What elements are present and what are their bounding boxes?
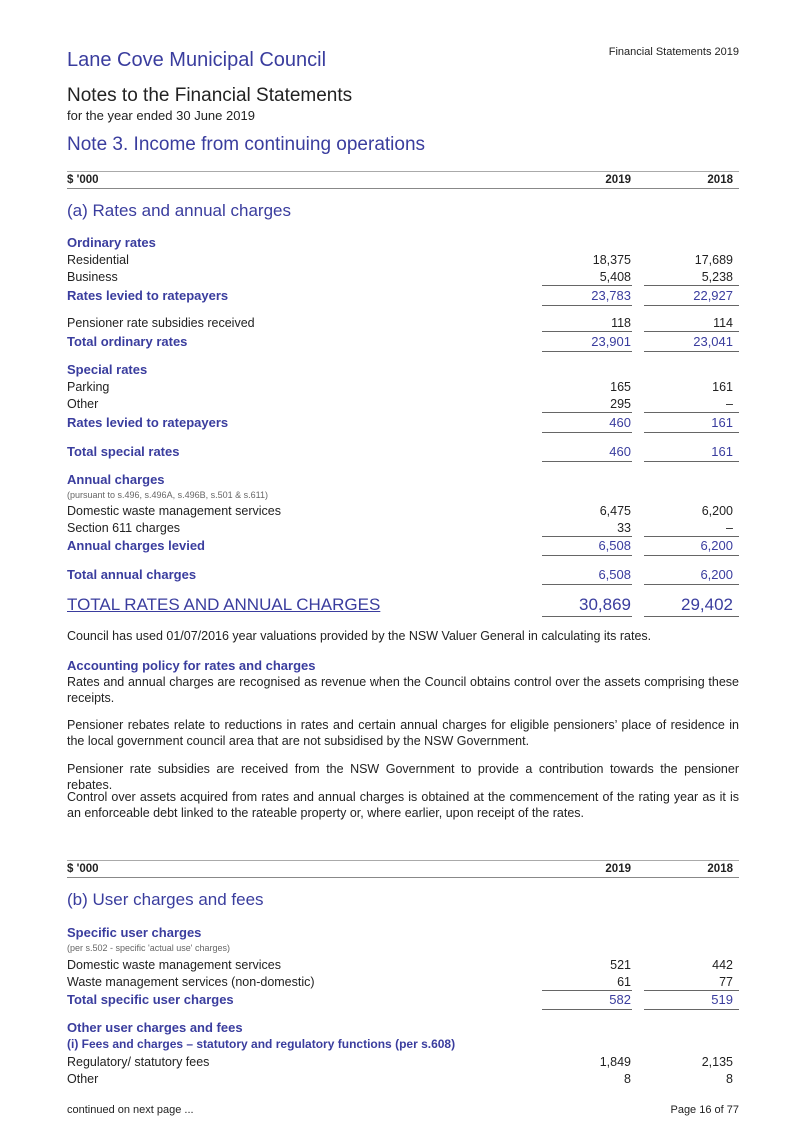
value-2018: 442 — [712, 958, 733, 972]
value-2018: – — [726, 521, 733, 535]
value-2019: 1,849 — [599, 1055, 631, 1069]
table-row-subtotal — [67, 288, 739, 305]
row-label: Business — [67, 270, 118, 284]
value-2019: 8 — [624, 1072, 631, 1086]
grand-total-row — [67, 595, 739, 617]
row-label: Annual charges levied — [67, 538, 205, 553]
divider — [644, 584, 739, 585]
policy-paragraph-4: Control over assets acquired from rates and annual charges is obtained at the commencement of the rating year as it is an enforceable debt linked to the rateable property or, where earlier, upon receipt of the rates. — [67, 790, 739, 820]
other-charges-heading: Other user charges and fees — [67, 1020, 243, 1035]
valuation-note: Council has used 01/07/2016 year valuations provided by the NSW Valuer General in calculating its rates. — [67, 629, 652, 643]
divider — [542, 555, 632, 556]
ordinary-rates-heading: Ordinary rates — [67, 235, 156, 250]
annual-charges-note: (pursuant to s.496, s.496A, s.496B, s.501 & s.611) — [67, 490, 268, 500]
value-2019: 5,408 — [599, 270, 631, 284]
value-2018: 6,200 — [700, 538, 733, 553]
table-row-total — [67, 444, 739, 461]
value-2019: 18,375 — [592, 253, 631, 267]
value-2019: 521 — [610, 958, 631, 972]
divider — [542, 461, 632, 462]
value-2019: 582 — [609, 992, 631, 1007]
divider — [644, 555, 739, 556]
policy-paragraph-1: Rates and annual charges are recognised as revenue when the Council obtains control over the assets comprising these receipts. — [67, 675, 739, 705]
table-row — [67, 270, 739, 287]
value-2018: 8 — [726, 1072, 733, 1086]
value-2018: 6,200 — [701, 504, 733, 518]
page-number: Page 16 of 77 — [670, 1104, 739, 1116]
unit-label: $ '000 — [67, 863, 99, 875]
table-row — [67, 380, 739, 397]
table-row — [67, 975, 739, 992]
row-label: Section 611 charges — [67, 521, 181, 535]
value-2019: 295 — [610, 397, 631, 411]
divider — [644, 412, 739, 413]
organization-name: Lane Cove Municipal Council — [67, 49, 327, 71]
year-2018-header: 2018 — [707, 174, 733, 186]
value-2019: 460 — [609, 444, 631, 459]
value-2018: 161 — [711, 444, 733, 459]
table-row — [67, 1072, 739, 1089]
note-title: Note 3. Income from continuing operations — [67, 134, 426, 155]
value-2019: 460 — [609, 415, 631, 430]
row-label: Total specific user charges — [67, 992, 234, 1007]
row-label: Rates levied to ratepayers — [67, 288, 229, 303]
unit-label: $ '000 — [67, 174, 99, 186]
value-2019: 33 — [617, 521, 631, 535]
divider — [542, 305, 632, 306]
value-2018: 17,689 — [694, 253, 733, 267]
row-label: Waste management services (non-domestic) — [67, 975, 315, 989]
value-2018: 29,402 — [681, 595, 733, 614]
divider — [542, 616, 632, 617]
divider — [542, 285, 632, 286]
row-label: Other — [67, 1072, 99, 1086]
value-2018: 22,927 — [693, 288, 733, 303]
row-label: Domestic waste management services — [67, 958, 281, 972]
table-row — [67, 958, 739, 975]
year-2019-header: 2019 — [605, 174, 631, 186]
divider — [644, 351, 739, 352]
value-2018: 114 — [713, 316, 733, 330]
value-2018: – — [726, 397, 733, 411]
row-label: Total special rates — [67, 444, 180, 459]
value-2018: 161 — [712, 380, 733, 394]
divider — [542, 536, 632, 537]
document-title: Financial Statements 2019 — [608, 46, 739, 58]
policy-heading: Accounting policy for rates and charges — [67, 658, 316, 673]
value-2019: 30,869 — [579, 595, 631, 614]
value-2019: 6,508 — [598, 567, 631, 582]
table-row-total — [67, 567, 739, 584]
divider — [644, 536, 739, 537]
value-2019: 118 — [611, 316, 631, 330]
year-2018-header: 2018 — [707, 863, 733, 875]
value-2019: 165 — [610, 380, 631, 394]
row-label: Total annual charges — [67, 567, 197, 582]
section-b-title: (b) User charges and fees — [67, 890, 264, 909]
policy-paragraph-2: Pensioner rebates relate to reductions in rates and certain annual charges for eligible pensioners’ place of residence in the local government council area that are not subsidised by the NSW Government. — [67, 718, 739, 748]
divider — [542, 412, 632, 413]
divider — [644, 461, 739, 462]
row-label: Rates levied to ratepayers — [67, 415, 229, 430]
value-2019: 6,475 — [599, 504, 631, 518]
table-row — [67, 397, 739, 414]
divider — [644, 990, 739, 991]
divider — [542, 1009, 632, 1010]
value-2019: 23,901 — [591, 334, 631, 349]
table-row — [67, 316, 739, 333]
divider — [644, 305, 739, 306]
table-row — [67, 521, 739, 538]
year-2019-header: 2019 — [605, 863, 631, 875]
period-subtitle: for the year ended 30 June 2019 — [67, 108, 255, 123]
divider — [542, 331, 632, 332]
section-a-title: (a) Rates and annual charges — [67, 201, 291, 220]
divider — [542, 990, 632, 991]
table-header-a — [67, 171, 739, 189]
divider — [542, 584, 632, 585]
row-label: TOTAL RATES AND ANNUAL CHARGES — [67, 595, 381, 614]
table-row — [67, 504, 739, 521]
row-label: Regulatory/ statutory fees — [67, 1055, 210, 1069]
divider — [542, 432, 632, 433]
value-2019: 23,783 — [591, 288, 631, 303]
value-2018: 2,135 — [701, 1055, 733, 1069]
special-rates-heading: Special rates — [67, 362, 148, 377]
table-header-b — [67, 860, 739, 878]
value-2019: 6,508 — [598, 538, 631, 553]
table-row — [67, 1055, 739, 1072]
value-2018: 519 — [711, 992, 733, 1007]
divider — [644, 331, 739, 332]
divider — [644, 432, 739, 433]
row-label: Residential — [67, 253, 129, 267]
value-2018: 5,238 — [701, 270, 733, 284]
row-label: Parking — [67, 380, 110, 394]
policy-paragraph-3: Pensioner rate subsidies are received from the NSW Government to provide a contribution towards the pensioner rebates. — [67, 762, 739, 792]
statutory-fees-heading: (i) Fees and charges – statutory and regulatory functions (per s.608) — [67, 1037, 456, 1051]
divider — [542, 351, 632, 352]
value-2018: 161 — [711, 415, 733, 430]
divider — [644, 285, 739, 286]
table-row-total — [67, 334, 739, 351]
divider — [644, 616, 739, 617]
notes-title: Notes to the Financial Statements — [67, 85, 353, 106]
row-label: Total ordinary rates — [67, 334, 188, 349]
value-2018: 6,200 — [700, 567, 733, 582]
specific-charges-heading: Specific user charges — [67, 925, 202, 940]
value-2018: 23,041 — [693, 334, 733, 349]
table-row-subtotal — [67, 538, 739, 555]
row-label: Domestic waste management services — [67, 504, 281, 518]
specific-charges-note: (per s.502 - specific 'actual use' charges) — [67, 943, 231, 953]
table-row — [67, 253, 739, 270]
value-2018: 77 — [719, 975, 733, 989]
table-row-subtotal — [67, 415, 739, 432]
continued-note: continued on next page ... — [67, 1104, 194, 1116]
annual-charges-heading: Annual charges — [67, 472, 165, 487]
row-label: Pensioner rate subsidies received — [67, 316, 255, 330]
value-2019: 61 — [617, 975, 631, 989]
row-label: Other — [67, 397, 99, 411]
table-row-total — [67, 992, 739, 1009]
divider — [644, 1009, 739, 1010]
